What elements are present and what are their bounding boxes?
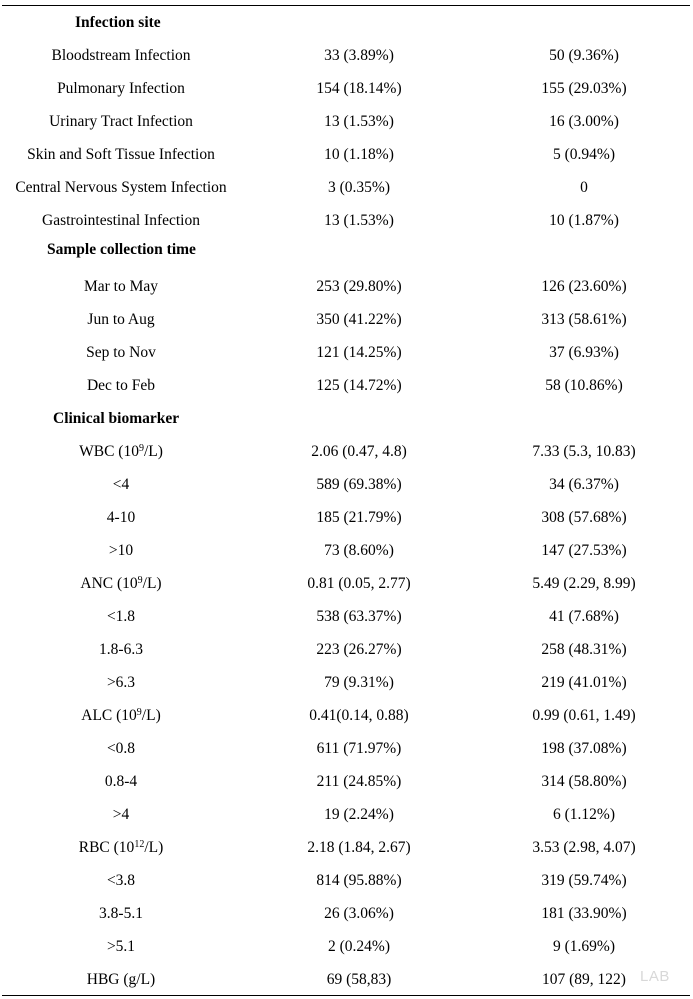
cell-value: 73 (8.60%) [324,542,394,559]
table-row [0,897,693,930]
table-row [0,633,693,666]
cell-value: 314 (58.80%) [541,773,627,790]
table-row [0,72,693,105]
table-row [0,930,693,963]
row-label: <1.8 [106,608,136,625]
row-label: WBC $(10^9/L)$ [79,443,163,460]
table-row [0,534,693,567]
cell-value: 155 (29.03%) [541,80,627,97]
cell-value: 50 (9.36%) [549,47,619,64]
section-heading: Infection site [75,14,161,31]
section-heading: Clinical biomarker [53,410,180,427]
row-label: Central Nervous System Infection [15,179,227,196]
cell-value: 107 (89, 122) [542,971,626,988]
table-row [0,171,693,204]
row-label: Gastrointestinal Infection [42,212,200,229]
cell-value: 5.49 (2.29, 8.99) [532,575,636,592]
row-label: Jun to Aug [87,311,155,328]
cell-value: 350 (41.22%) [316,311,402,328]
cell-value: 16 (3.00%) [549,113,619,130]
cell-value: 13 (1.53%) [324,113,394,130]
table-row [0,501,693,534]
cell-value: 2.18 (1.84, 2.67) [307,839,411,856]
cell-value: 121 (14.25%) [316,344,402,361]
row-label: Dec to Feb [86,377,155,394]
section-heading: Sample collection time [47,241,196,258]
table-row [0,864,693,897]
table-row [0,600,693,633]
cell-value: 185 (21.79%) [316,509,402,526]
cell-value: 6 (1.12%) [553,806,615,823]
cell-value: 126 (23.60%) [541,278,627,295]
cell-value: 34 (6.37%) [549,476,619,493]
row-label: 4-10 [106,509,136,526]
table-row [0,732,693,765]
cell-value: 125 (14.72%) [316,377,402,394]
cell-value: 589 (69.38%) [316,476,402,493]
row-label: Pulmonary Infection [57,80,185,97]
cell-value: 253 (29.80%) [316,278,402,295]
cell-value: 79 (9.31%) [324,674,394,691]
cell-value: 319 (59.74%) [541,872,627,889]
table-row [0,138,693,171]
row-label: HBG (g/L) [86,971,156,988]
table-row [0,831,693,864]
row-label: >4 [112,806,130,823]
cell-value: 69 (58,83) [326,971,392,988]
row-label: 0.8-4 [104,773,138,790]
table-row [0,105,693,138]
row-label: RBC $(10^{12}/L)$ [78,839,164,856]
row-label: ANC $(10^9/L)$ [80,575,162,592]
cell-value: 0.81 (0.05, 2.77) [307,575,411,592]
cell-value: 33 (3.89%) [324,47,394,64]
cell-value: 308 (57.68%) [541,509,627,526]
row-label: >6.3 [106,674,136,691]
row-label: Skin and Soft Tissue Infection [27,146,215,163]
section-header-sample-collection-time [0,233,693,266]
row-label: ALC $(10^9/L)$ [81,707,161,724]
cell-value: 181 (33.90%) [541,905,627,922]
table-row [0,369,693,402]
cell-value: 154 (18.14%) [316,80,402,97]
table-row [0,765,693,798]
cell-value: 258 (48.31%) [541,641,627,658]
cell-value: 41 (7.68%) [549,608,619,625]
cell-value: 223 (26.27%) [316,641,402,658]
cell-value: 147 (27.53%) [541,542,627,559]
cell-value: 611 (71.97%) [316,740,402,757]
table-row [0,435,693,468]
table-row [0,303,693,336]
table-row [0,798,693,831]
cell-value: 814 (95.88%) [316,872,402,889]
cell-value: 58 (10.86%) [545,377,623,394]
cell-value: 9 (1.69%) [553,938,615,955]
table-row [0,39,693,72]
row-label: Sep to Nov [86,344,156,361]
table-row [0,699,693,732]
cell-value: 10 (1.87%) [549,212,619,229]
table-row [0,468,693,501]
row-label: >10 [108,542,134,559]
cell-value: 5 (0.94%) [553,146,615,163]
cell-value: 198 (37.08%) [541,740,627,757]
cell-value: 0.41(0.14, 0.88) [309,707,409,724]
row-label: Mar to May [83,278,159,295]
row-label: >5.1 [106,938,136,955]
table-row [0,963,693,996]
watermark: LAB [640,968,670,985]
cell-value: 19 (2.24%) [324,806,394,823]
table-row [0,567,693,600]
cell-value: 219 (41.01%) [541,674,627,691]
section-header-infection-site [0,6,693,39]
table-row [0,270,693,303]
cell-value: 313 (58.61%) [541,311,627,328]
row-label: Bloodstream Infection [51,47,191,64]
cell-value: 0.99 (0.61, 1.49) [532,707,636,724]
cell-value: 3 (0.35%) [328,179,390,196]
cell-value: 538 (63.37%) [316,608,402,625]
cell-value: 26 (3.06%) [324,905,394,922]
table-row [0,666,693,699]
cell-value: 0 [580,179,588,196]
cell-value: 10 (1.18%) [324,146,394,163]
section-header-clinical-biomarker [0,402,693,435]
cell-value: 37 (6.93%) [549,344,619,361]
row-label: <0.8 [106,740,136,757]
cell-value: 211 (24.85%) [316,773,402,790]
table-row [0,336,693,369]
cell-value: 3.53 (2.98, 4.07) [532,839,636,856]
row-label: Urinary Tract Infection [49,113,193,130]
cell-value: 2.06 (0.47, 4.8) [311,443,407,460]
cell-value: 2 (0.24%) [328,938,390,955]
row-label: <3.8 [106,872,136,889]
cell-value: 7.33 (5.3, 10.83) [532,443,636,460]
row-label: 1.8-6.3 [99,641,143,658]
row-label: <4 [112,476,130,493]
table-bottom-rule [2,995,690,996]
cell-value: 13 (1.53%) [324,212,394,229]
row-label: 3.8-5.1 [99,905,143,922]
